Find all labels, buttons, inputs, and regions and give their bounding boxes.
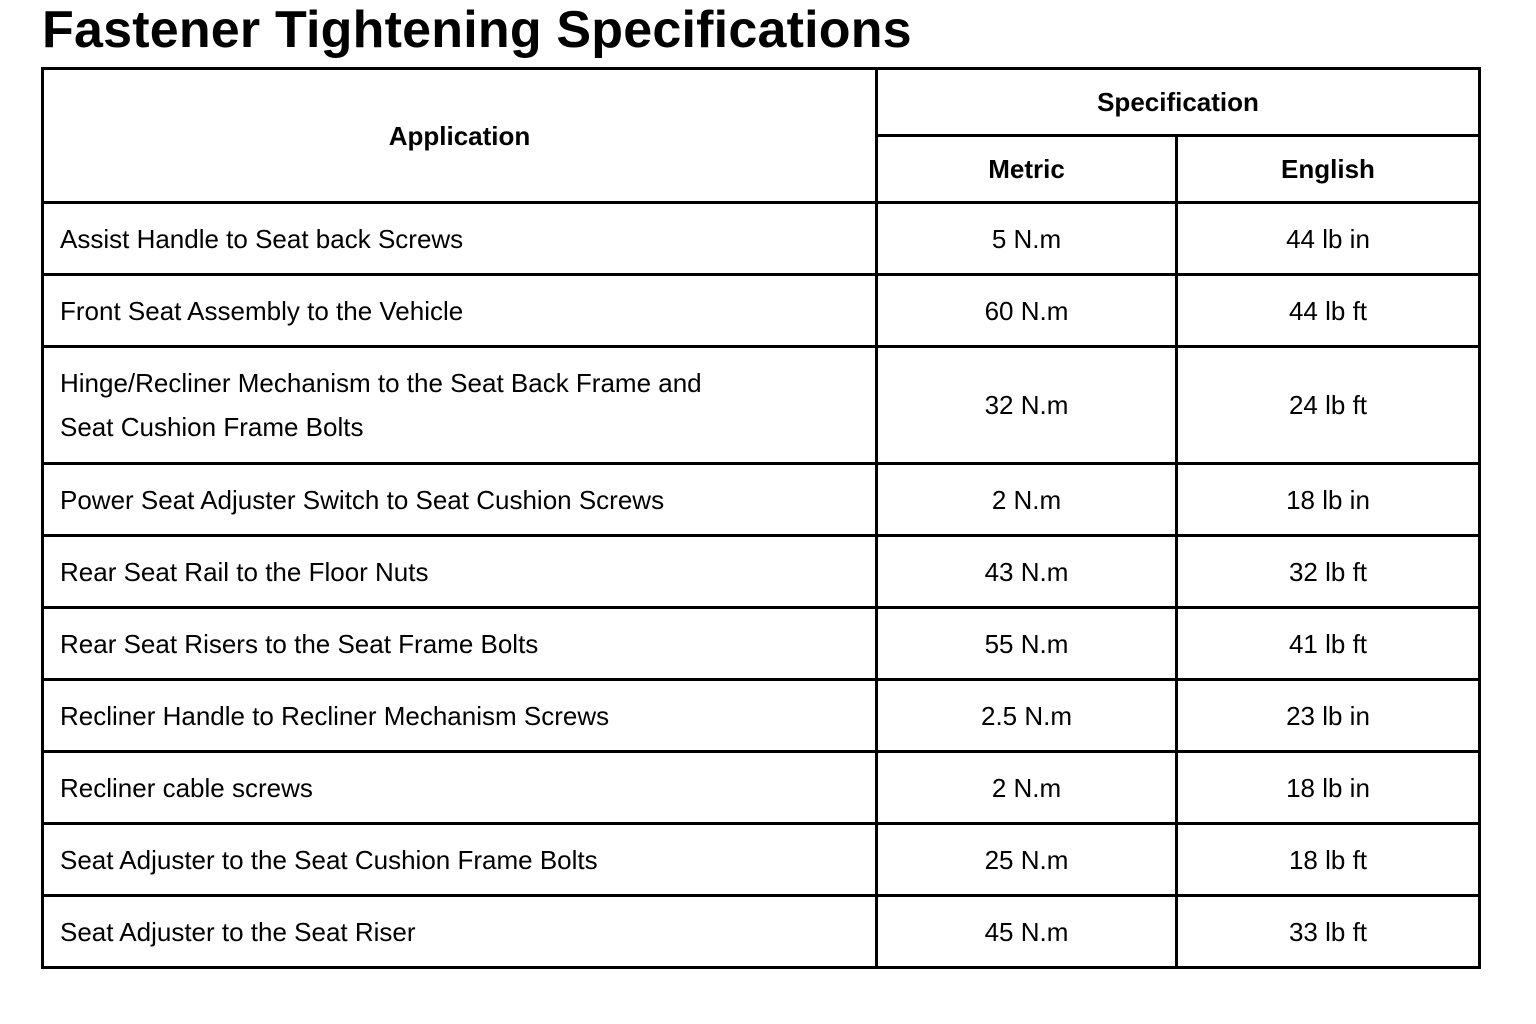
- application-cell: Front Seat Assembly to the Vehicle: [43, 275, 877, 347]
- table-row: [43, 680, 1480, 752]
- metric-cell: 60 N.m: [877, 275, 1177, 347]
- metric-cell: 45 N.m: [877, 896, 1177, 968]
- fastener-spec-table: [41, 67, 1481, 969]
- english-cell: 44 lb in: [1177, 203, 1480, 275]
- table-row: [43, 824, 1480, 896]
- application-cell: Assist Handle to Seat back Screws: [43, 203, 877, 275]
- header-specification: Specification: [877, 69, 1480, 136]
- application-cell: Hinge/Recliner Mechanism to the Seat Back Frame and Seat Cushion Frame Bolts: [43, 347, 877, 464]
- application-cell: Seat Adjuster to the Seat Cushion Frame Bolts: [43, 824, 877, 896]
- header-application: Application: [43, 69, 877, 203]
- english-cell: 41 lb ft: [1177, 608, 1480, 680]
- metric-cell: 25 N.m: [877, 824, 1177, 896]
- metric-cell: 2 N.m: [877, 464, 1177, 536]
- table-header: [43, 69, 1480, 203]
- application-cell: Rear Seat Risers to the Seat Frame Bolts: [43, 608, 877, 680]
- table-body: [43, 203, 1480, 968]
- metric-cell: 2 N.m: [877, 752, 1177, 824]
- english-cell: 18 lb in: [1177, 464, 1480, 536]
- application-cell: Power Seat Adjuster Switch to Seat Cushion Screws: [43, 464, 877, 536]
- metric-cell: 2.5 N.m: [877, 680, 1177, 752]
- metric-cell: 32 N.m: [877, 347, 1177, 464]
- table-row: [43, 203, 1480, 275]
- english-cell: 33 lb ft: [1177, 896, 1480, 968]
- table-row: [43, 608, 1480, 680]
- english-cell: 18 lb ft: [1177, 824, 1480, 896]
- metric-cell: 5 N.m: [877, 203, 1177, 275]
- english-cell: 18 lb in: [1177, 752, 1480, 824]
- english-cell: 44 lb ft: [1177, 275, 1480, 347]
- metric-cell: 55 N.m: [877, 608, 1177, 680]
- table-row: [43, 275, 1480, 347]
- header-row-top: [43, 69, 1480, 136]
- metric-cell: 43 N.m: [877, 536, 1177, 608]
- english-cell: 23 lb in: [1177, 680, 1480, 752]
- application-cell: Seat Adjuster to the Seat Riser: [43, 896, 877, 968]
- application-cell: Recliner Handle to Recliner Mechanism Screws: [43, 680, 877, 752]
- english-cell: 24 lb ft: [1177, 347, 1480, 464]
- header-english: English: [1177, 136, 1480, 203]
- table-row: [43, 464, 1480, 536]
- application-cell: Rear Seat Rail to the Floor Nuts: [43, 536, 877, 608]
- table-row: [43, 896, 1480, 968]
- header-metric: Metric: [877, 136, 1177, 203]
- table-row: [43, 536, 1480, 608]
- table-row: [43, 347, 1480, 464]
- application-cell: Recliner cable screws: [43, 752, 877, 824]
- english-cell: 32 lb ft: [1177, 536, 1480, 608]
- table-row: [43, 752, 1480, 824]
- page-title: Fastener Tightening Specifications: [42, 1, 912, 59]
